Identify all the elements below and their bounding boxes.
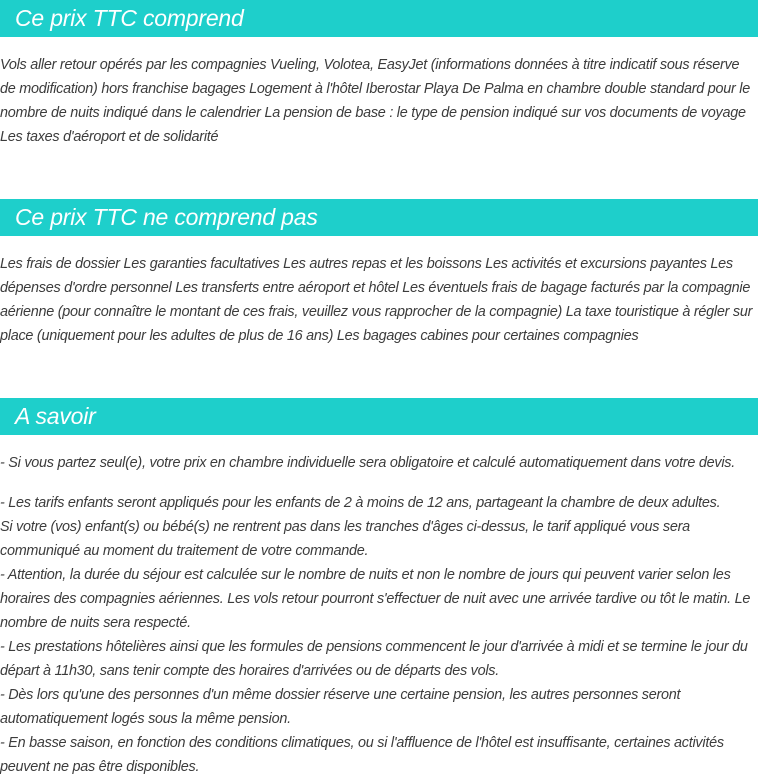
- section-text-includes: [0, 53, 758, 149]
- info-paragraph-duration: - Attention, la durée du séjour est calculée sur le nombre de nuits et non le nombre de jours qui peuvent varier selon les horaires des compagnies aériennes. Les vols retour pourront s'effectuer de nuit avec une arrivée tardive ou tôt le matin. Le nombre de nuits sera respecté.: [0, 567, 751, 631]
- includes-paragraph: Vols aller retour opérés par les compagnies Vueling, Volotea, EasyJet (informations données à titre indicatif sous réserve de modification) hors franchise bagages Logement à l'hôtel Iberostar Playa De Palma en chambre double standard pour le nombre de nuits indiqué dans le calendrier La pension de base : le type de pension indiqué sur vos documents de voyage Les taxes d'aéroport et de solidarité: [0, 57, 751, 145]
- info-paragraph-child-rates: - Les tarifs enfants seront appliqués pour les enfants de 2 à moins de 12 ans, partageant la chambre de deux adultes.: [0, 495, 721, 511]
- info-paragraph-hotel-services: - Les prestations hôtelières ainsi que les formules de pensions commencent le jour d'arrivée à midi et se termine le jour du départ à 11h30, sans tenir compte des horaires d'arrivées ou de départs des vols.: [0, 639, 748, 679]
- section-text-good-to-know: [0, 451, 758, 779]
- info-paragraph-board: - Dès lors qu'une des personnes d'un même dossier réserve une certaine pension, les autres personnes seront automatiquement logés sous la même pension.: [0, 687, 681, 727]
- section-text-excludes: [0, 252, 758, 348]
- paragraph-gap: [0, 475, 758, 491]
- info-paragraph-child-ages: Si votre (vos) enfant(s) ou bébé(s) ne rentrent pas dans les tranches d'âges ci-dessus, le tarif appliqué vous sera communiqué au moment du traitement de votre commande.: [0, 519, 690, 559]
- info-paragraph-low-season: - En basse saison, en fonction des conditions climatiques, ou si l'affluence de l'hôtel est insuffisante, certaines activités peuvent ne pas être disponibles.: [0, 735, 724, 775]
- section-title-includes: Ce prix TTC comprend: [0, 0, 758, 37]
- section-title-excludes: Ce prix TTC ne comprend pas: [0, 199, 758, 236]
- excludes-paragraph: Les frais de dossier Les garanties facultatives Les autres repas et les boissons Les activités et excursions payantes Les dépenses d'ordre personnel Les transferts entre aéroport et hôtel Les éventuels frais de bagage facturés par la compagnie aérienne (pour connaître le montant de ces frais, veuillez vous rapprocher de la compagnie) La taxe touristique à régler sur place (uniquement pour les adultes de plus de 16 ans) Les bagages cabines pour certaines compagnies: [0, 256, 753, 344]
- info-paragraph-solo: - Si vous partez seul(e), votre prix en chambre individuelle sera obligatoire et calculé automatiquement dans votre devis.: [0, 455, 735, 471]
- section-title-good-to-know: A savoir: [0, 398, 758, 435]
